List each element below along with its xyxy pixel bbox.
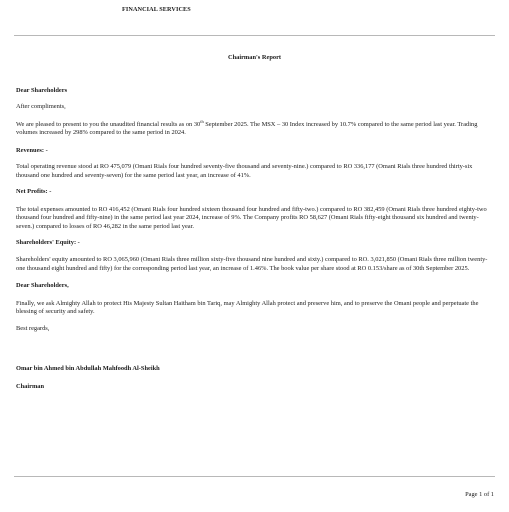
intro-paragraph — [16, 118, 494, 138]
intro-text-end: September 2025. The MSX – 30 Index increased by 10.7% compared to the same period last year. Trading volumes increased by 298% compared to the same period in 2024. — [16, 120, 478, 137]
page-number: Page 1 of 1 — [465, 491, 494, 498]
regards: Best regards, — [16, 324, 50, 332]
revenues-heading: Revenues: - — [16, 146, 48, 154]
signatory-title: Chairman — [16, 382, 45, 390]
report-body — [16, 87, 494, 391]
net-profits-paragraph: The total expenses amounted to RO 416,452 (Omani Rials four hundred sixteen thousand four hundred and fifty-two.) compared to RO 382,459 (Omani Rials three hundred eighty-two thousand four hundred and fifty-nine) in the same period last year 2024, increase of 9%. The Company profits RO 58,627 (Omani Rials fifty-eight thousand six hundred and twenty-seven.) compared to losses of RO 46,282 in the same period last year. — [16, 205, 487, 230]
closing-paragraph: Finally, we ask Almighty Allah to protect His Majesty Sultan Haitham bin Tariq, may Almighty Allah protect and preserve him, and to preserve the Omani people and perpetuate the blessing of security and safety. — [16, 299, 479, 316]
signatory-name: Omar bin Ahmed bin Abdullah Mahfoodh Al-Sheikh — [16, 365, 160, 373]
revenues-paragraph: Total operating revenue stood at RO 475,079 (Omani Rials four hundred seventy-five thousand and seventy-nine.) compared to RO 336,177 (Omani Rials three hundred thirty-six thousand one hundred and seventy-seven) for the same period last year, an increase of 41%. — [16, 163, 473, 179]
footer-divider — [14, 476, 495, 477]
net-profits-heading: Net Profits: - — [16, 188, 52, 196]
header-divider — [14, 35, 495, 36]
salutation: Dear Shareholders — [16, 87, 68, 94]
intro-text-start: We are pleased to present to you the unaudited financial results as on 30 — [16, 120, 201, 128]
equity-heading: Shareholders' Equity: - — [16, 238, 80, 246]
greeting: After compliments, — [16, 103, 66, 111]
closing-salutation: Dear Shareholders, — [16, 282, 69, 290]
company-name: FINANCIAL SERVICES — [122, 6, 191, 13]
intro-superscript: th — [200, 118, 204, 124]
equity-paragraph: Shareholders' equity amounted to RO 3,065,960 (Omani Rials three million sixty-five thousand nine hundred and sixty.) compared to RO. 3,021,850 (Omani Rials three million twenty-one thousand eight hundred and fifty) for the corresponding period last year, an increase of 1.46%. The book value per share stood at RO 0.153/share as of 30th September 2025. — [16, 256, 488, 272]
report-title: Chairman's Report — [227, 54, 282, 61]
